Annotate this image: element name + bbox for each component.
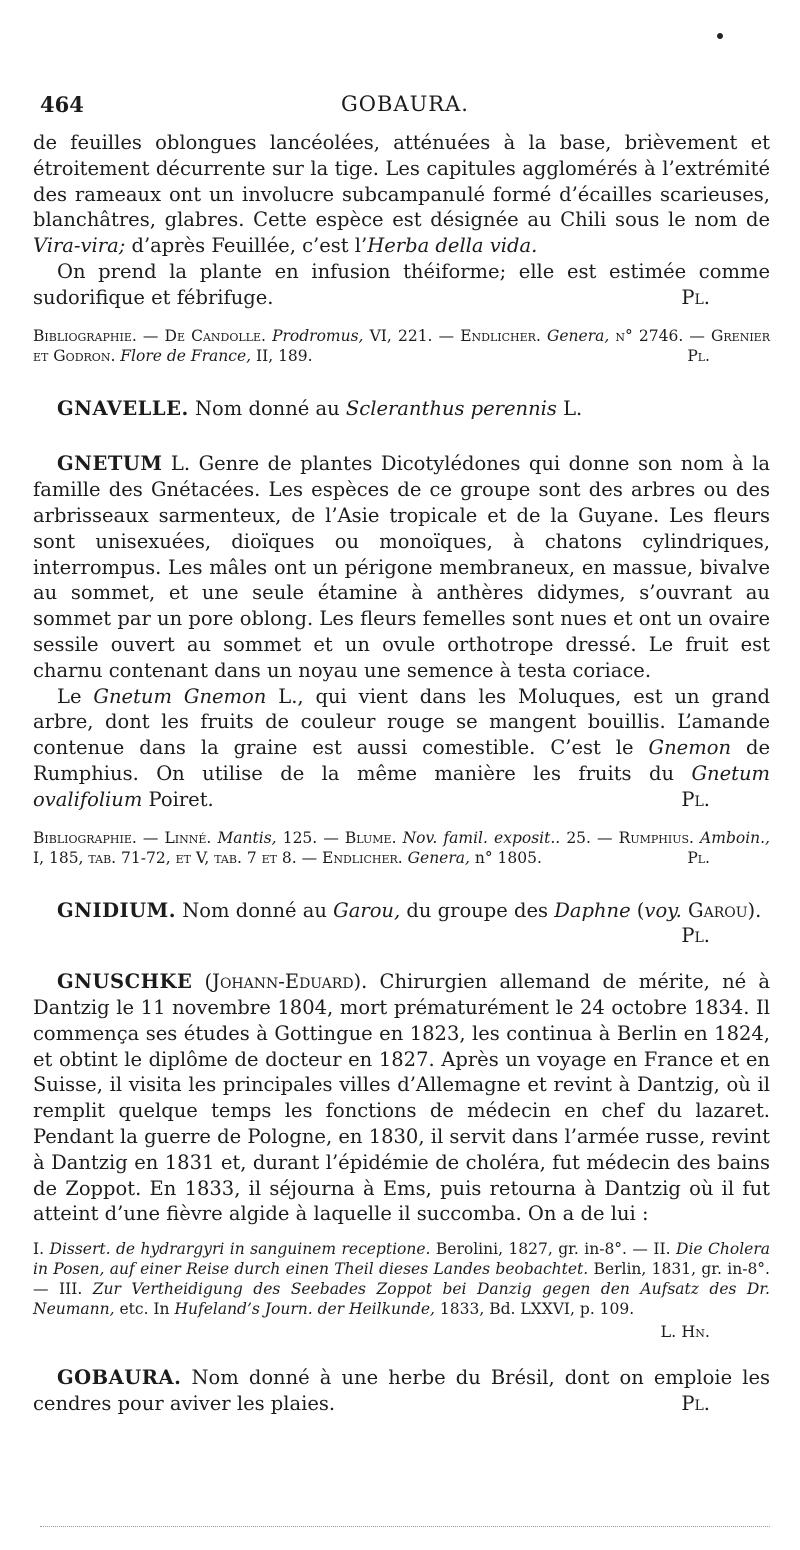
signature: Pl. xyxy=(681,285,710,309)
gnetum-bibliography: Bibliographie. — Linné. Mantis, 125. — Blume. Nov. famil. exposit.. 25. — Rumphius. Amboin., I, 185, tab. 71-72, et V, tab. 7 et 8. — Endlicher. Genera, n° 1805. Pl. xyxy=(33,828,770,867)
entry-gnuschke: GNUSCHKE (Johann-Eduard). Chirurgien allemand de mérite, né à Dantzig le 11 novembre 1804, mort prématurément le 24 octobre 1834. Il commença ses études à Gottingue en 1823, les continua à Berlin en 1824, et obtint le diplôme de docteur en 1827. Après un voyage en France et en Suisse, il visita les principales villes d’Allemagne et revint à Dantzig, où il remplit quelque temps les fonctions de médecin en chef du lazaret. Pendant la guerre de Pologne, en 1830, il servit dans l’armée russe, revint à Dantzig en 1831 et, durant l’épidémie de choléra, fut médecin des bains de Zoppot. En 1833, il séjourna à Ems, puis retourna à Dantzig où il fut atteint d’une fièvre algide à laquelle il succomba. On a de lui : xyxy=(33,970,770,1226)
signature: Pl. xyxy=(681,1391,710,1415)
headword: GNAVELLE. xyxy=(57,396,189,420)
entry-gnetum: GNETUM L. Genre de plantes Dicotylédones qui donne son nom à la famille des Gnétacées. Les espèces de ce groupe sont des arbres ou des arbrisseaux sarmenteux, de l’Asie tropicale et de la Guyane. Les fleurs sont unisexuées, dioïques ou monoïques, à chatons cylindriques, interrompus. Les mâles ont un périgone membraneux, en massue, bivalve au sommet, et une seule étamine à anthères didymes, s’ouvrant au sommet par un pore oblong. Les fleurs femelles sont nues et ont un ovaire sessile ouvert au sommet et un ovule orthotrope dressé. Le fruit est charnu contenant dans un noyau une semence à testa coriace. xyxy=(33,452,770,682)
headword: GNUSCHKE xyxy=(57,970,193,994)
gnuschke-works: I. Dissert. de hydrargyri in sanguinem receptione. Berolini, 1827, gr. in-8°. — II. Die Cholera in Posen, auf einer Reise durch einen Theil dieses Landes beobachtet. Berlin, 1831, gr. in-8°. — III. Zur Vertheidigung des Seebades Zoppot bei Danzig gegen den Aufsatz des Dr. Neumann, etc. In Hufeland’s Journ. der Heilkunde, 1833, Bd. LXXVI, p. 109. xyxy=(33,1240,770,1319)
page-number: 464 xyxy=(40,92,84,117)
intro-bibliography: Bibliographie. — De Candolle. Prodromus, VI, 221. — Endlicher. Genera, n° 2746. — Grenier et Godron. Flore de France, II, 189. Pl. xyxy=(33,326,770,365)
signature: L. Hn. xyxy=(660,1322,710,1342)
entry-gnetum-paragraph-2: Le Gnetum Gnemon L., qui vient dans les Moluques, est un grand arbre, dont les fruits de couleur rouge se mangent bouillis. L’amande contenue dans la graine est aussi comestible. C’est le Gnemon de Rumphius. On utilise de la même manière les fruits du Gnetum ovalifolium Poiret. Pl. xyxy=(33,684,770,811)
signature: Pl. xyxy=(681,787,710,811)
entry-gobaura: GOBAURA. Nom donné à une herbe du Brésil, dont on emploie les cendres pour aviver les plaies. Pl. xyxy=(33,1365,770,1415)
headword: GOBAURA. xyxy=(57,1365,182,1389)
entry-gnavelle: GNAVELLE. Nom donné au Scleranthus perennis L. xyxy=(57,396,583,420)
running-head: GOBAURA. xyxy=(341,92,469,116)
page-body xyxy=(33,130,770,1416)
ink-dot xyxy=(717,33,723,39)
footer-rule xyxy=(40,1526,770,1527)
intro-paragraph-2: On prend la plante en infusion théiforme; elle est estimée comme sudorifique et fébrifuge. Pl. xyxy=(33,259,770,309)
headword: GNIDIUM. xyxy=(57,898,177,922)
signature: Pl. xyxy=(681,924,710,948)
page-header xyxy=(40,92,770,124)
intro-paragraph: de feuilles oblongues lancéolées, atténuées à la base, brièvement et étroitement décurrente sur la tige. Les capitules agglomérés à l’extrémité des rameaux ont un involucre subcampanulé formé d’écailles scarieuses, blanchâtres, glabres. Cette espèce est désignée au Chili sous le nom de Vira-vira; d’après Feuillée, c’est l’Herba della vida. xyxy=(33,131,770,258)
entry-gnidium: GNIDIUM. Nom donné au Garou, du groupe des Daphne (voy. Garou). xyxy=(57,898,762,922)
signature: Pl. xyxy=(687,848,710,867)
headword: GNETUM xyxy=(57,452,163,476)
signature: Pl. xyxy=(687,346,710,365)
